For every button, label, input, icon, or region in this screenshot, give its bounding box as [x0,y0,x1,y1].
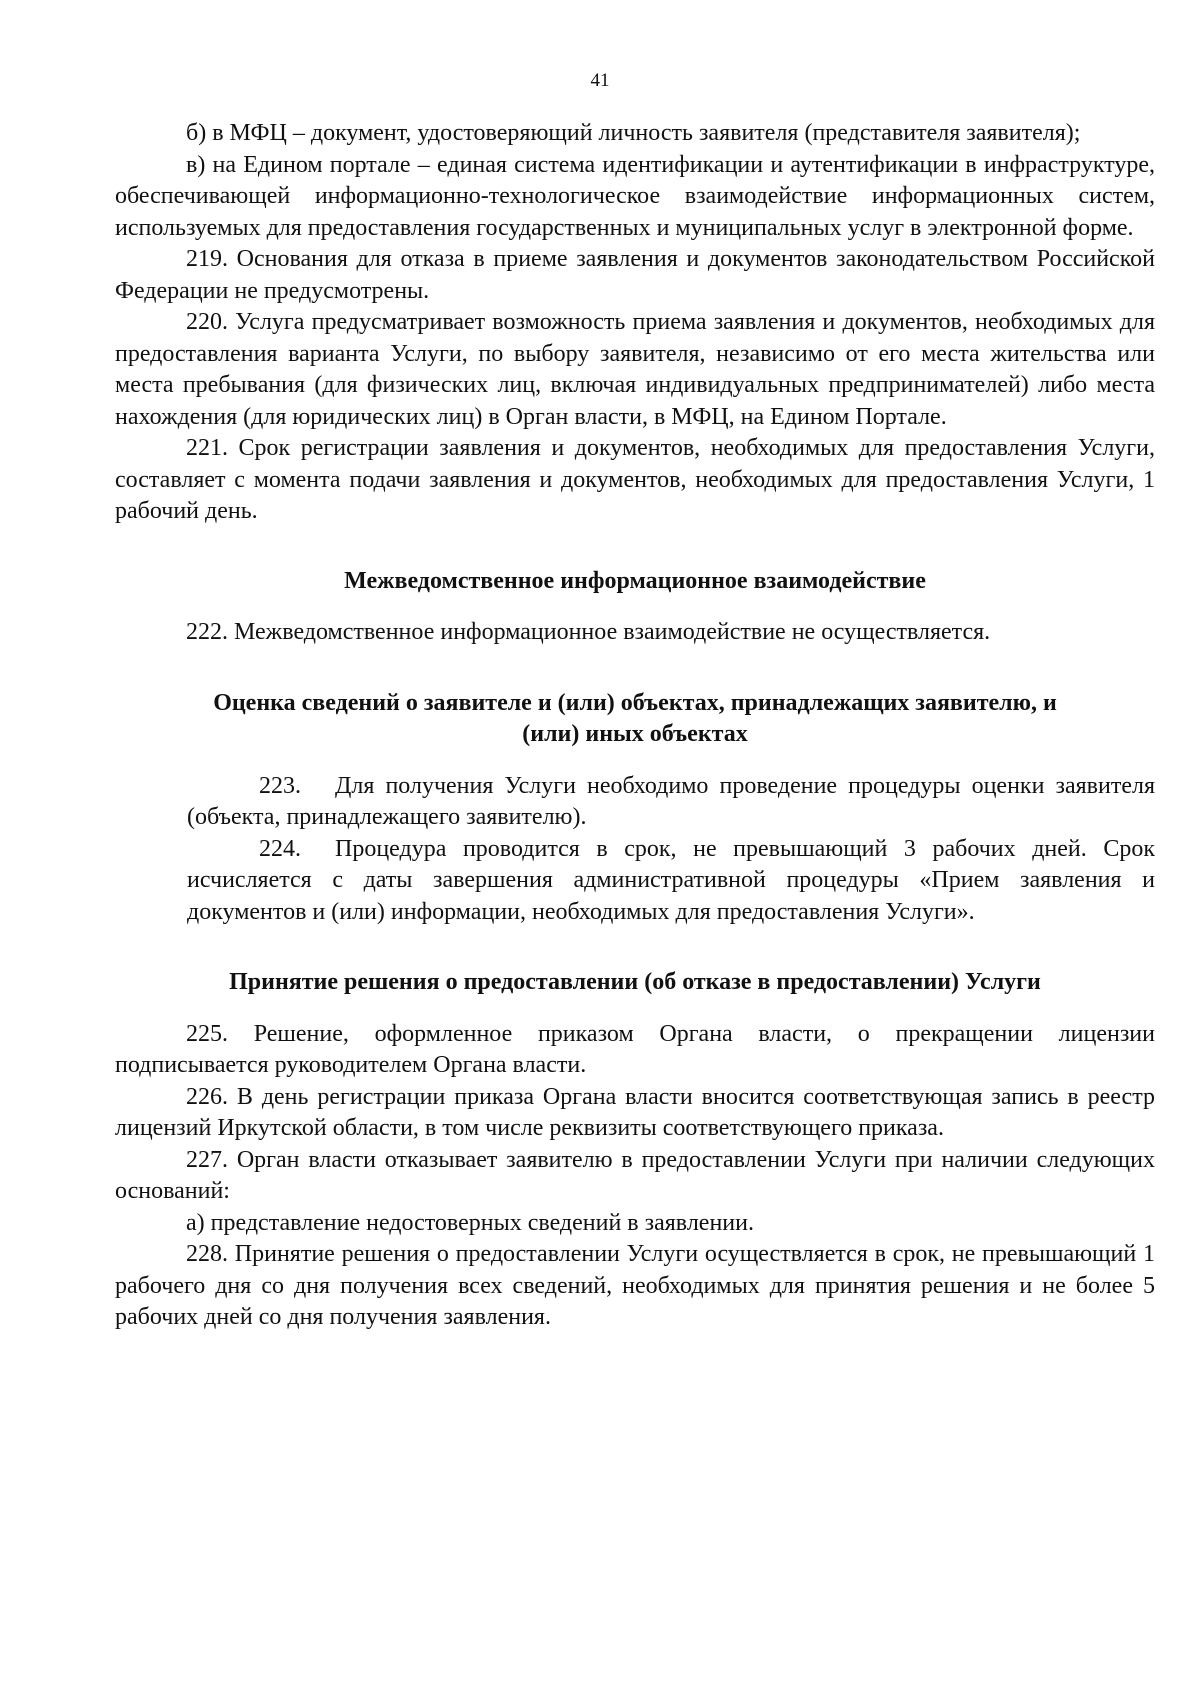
paragraph-220: 220. Услуга предусматривает возможность приема заявления и документов, необходимых для предоставления варианта Услуги, по выбору заявителя, независимо от его места жительства или места пребывания (для физических лиц, включая индивидуальных предпринимателей) либо места нахождения (для юридических лиц) в Орган власти, в МФЦ, на Едином Портале. [115,309,1155,430]
paragraph-226: 226. В день регистрации приказа Органа власти вносится соответствующая запись в реестр лицензий Иркутской области, в том числе реквизиты соответствующего приказа. [115,1083,1155,1141]
paragraph-228: 228. Принятие решения о предоставлении Услуги осуществляется в срок, не превышающий 1 рабочего дня со дня получения всех сведений, необходимых для принятия решения и не более 5 рабочих дней со дня получения заявления. [115,1241,1155,1330]
paragraph-221: 221. Срок регистрации заявления и документов, необходимых для предоставления Услуги, составляет с момента подачи заявления и документов, необходимых для предоставления Услуги, 1 рабочий день. [115,435,1155,524]
paragraph-219: 219. Основания для отказа в приеме заявления и документов законодательством Российской Федерации не предусмотрены. [115,246,1155,304]
list-item-224 [187,834,1155,929]
section-heading-assessment [115,688,1155,751]
paragraph-225: 225. Решение, оформленное приказом Органа власти, о прекращении лицензии подписывается руководителем Органа власти. [115,1020,1155,1078]
paragraph-a: а) представление недостоверных сведений в заявлении. [186,1209,754,1236]
section-heading-decision: Принятие решения о предоставлении (об отказе в предоставлении) Услуги [229,969,1041,995]
list-item-text: Процедура проводится в срок, не превышающий 3 рабочих дней. Срок исчисляется с даты завершения административной процедуры «Прием заявления и документов и (или) информации, необходимых для предоставления Услуги». [187,835,1155,925]
paragraph-227: 227. Орган власти отказывает заявителю в предоставлении Услуги при наличии следующих оснований: [115,1146,1155,1204]
document-body [115,118,1155,1334]
list-item-number: 223. [259,772,301,799]
numbered-list [187,771,1155,929]
list-item-number: 224. [259,835,301,862]
section-heading-assessment-line2: (или) иных объектах [522,721,748,747]
paragraph-v: в) на Едином портале – единая система идентификации и аутентификации в инфраструктуре, обеспечивающей информационно-технологическое взаимодействие информационных систем, используемых для предоставления государственных и муниципальных услуг в электронной форме. [115,151,1155,241]
section-heading-assessment-line1: Оценка сведений о заявителе и (или) объектах, принадлежащих заявителю, и [213,689,1057,716]
paragraph-b: б) в МФЦ – документ, удостоверяющий личность заявителя (представителя заявителя); [186,120,1081,146]
list-item-223 [187,771,1155,834]
section-heading-interagency: Межведомственное информационное взаимодействие [344,567,926,594]
list-item-text: Для получения Услуги необходимо проведение процедуры оценки заявителя (объекта, принадлежащего заявителю). [187,772,1155,830]
page-number: 41 [590,70,610,91]
paragraph-222: 222. Межведомственное информационное взаимодействие не осуществляется. [186,619,991,645]
